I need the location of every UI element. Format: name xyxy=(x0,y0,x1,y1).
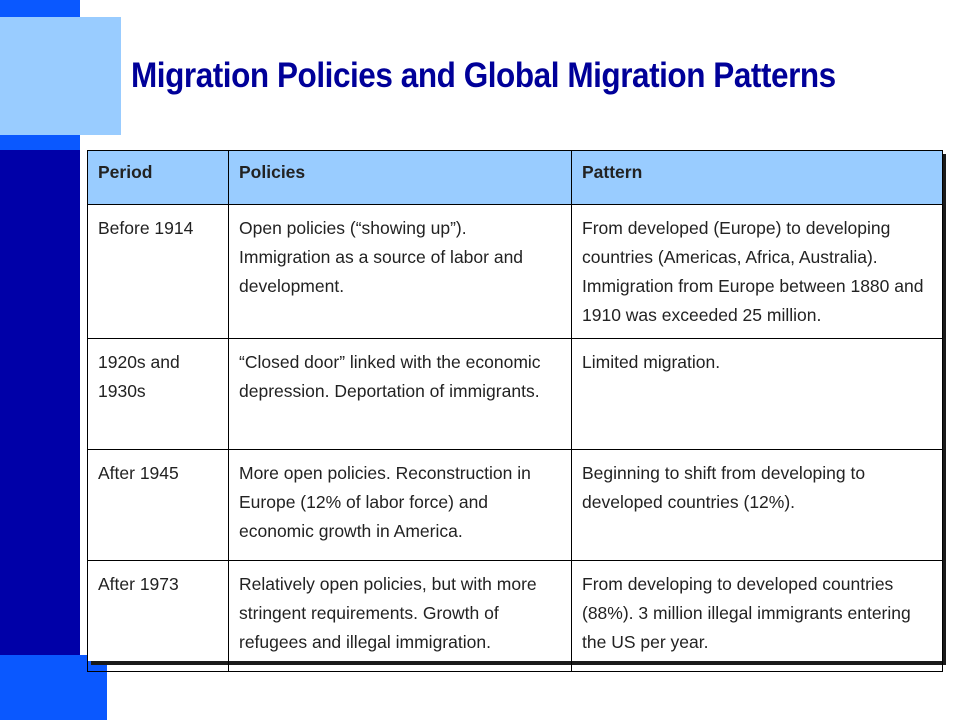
cell-policies xyxy=(229,450,572,561)
header-pattern: Pattern xyxy=(572,151,943,205)
decorative-blue-strip xyxy=(0,0,80,17)
header-policies: Policies xyxy=(229,151,572,205)
cell-pattern xyxy=(572,450,943,561)
table-header-row xyxy=(88,151,943,205)
header-period: Period xyxy=(88,151,229,205)
cell-period xyxy=(88,205,229,339)
cell-text: Beginning to shift from developing to developed countries (12%). xyxy=(582,463,866,512)
cell-text: After 1945 xyxy=(98,463,179,483)
cell-text: Before 1914 xyxy=(98,218,194,238)
cell-text: “Closed door” linked with the economic depression. Deportation of immigrants. xyxy=(239,352,541,401)
cell-period xyxy=(88,339,229,450)
cell-text: From developed (Europe) to developing countries (Americas, Africa, Australia). Immigration from Europe between 1880 and 1910 was exceeded 25 million. xyxy=(582,218,924,325)
table-row xyxy=(88,339,943,450)
cell-text: More open policies. Reconstruction in Europe (12% of labor force) and economic growth in America. xyxy=(239,463,531,541)
cell-text: Limited migration. xyxy=(582,352,721,372)
cell-text: Open policies (“showing up”). Immigration as a source of labor and development. xyxy=(239,218,524,296)
cell-period xyxy=(88,561,229,672)
cell-text: Relatively open policies, but with more stringent requirements. Growth of refugees and illegal immigration. xyxy=(239,574,537,652)
cell-policies xyxy=(229,205,572,339)
cell-pattern xyxy=(572,339,943,450)
table-row xyxy=(88,561,943,672)
policy-table-container xyxy=(87,150,942,661)
table-row xyxy=(88,450,943,561)
cell-pattern xyxy=(572,561,943,672)
cell-text: 1920s and 1930s xyxy=(98,352,180,401)
cell-policies xyxy=(229,339,572,450)
decorative-light-blue-block xyxy=(0,17,121,135)
migration-policy-table xyxy=(87,150,943,672)
decorative-blue-band xyxy=(0,135,80,150)
cell-text: From developing to developed countries (88%). 3 million illegal immigrants entering the US per year. xyxy=(582,574,911,652)
table-row xyxy=(88,205,943,339)
decorative-navy-bar xyxy=(0,150,80,655)
cell-pattern xyxy=(572,205,943,339)
cell-text: After 1973 xyxy=(98,574,179,594)
cell-period xyxy=(88,450,229,561)
cell-policies xyxy=(229,561,572,672)
slide-title: Migration Policies and Global Migration Patterns xyxy=(131,56,836,95)
